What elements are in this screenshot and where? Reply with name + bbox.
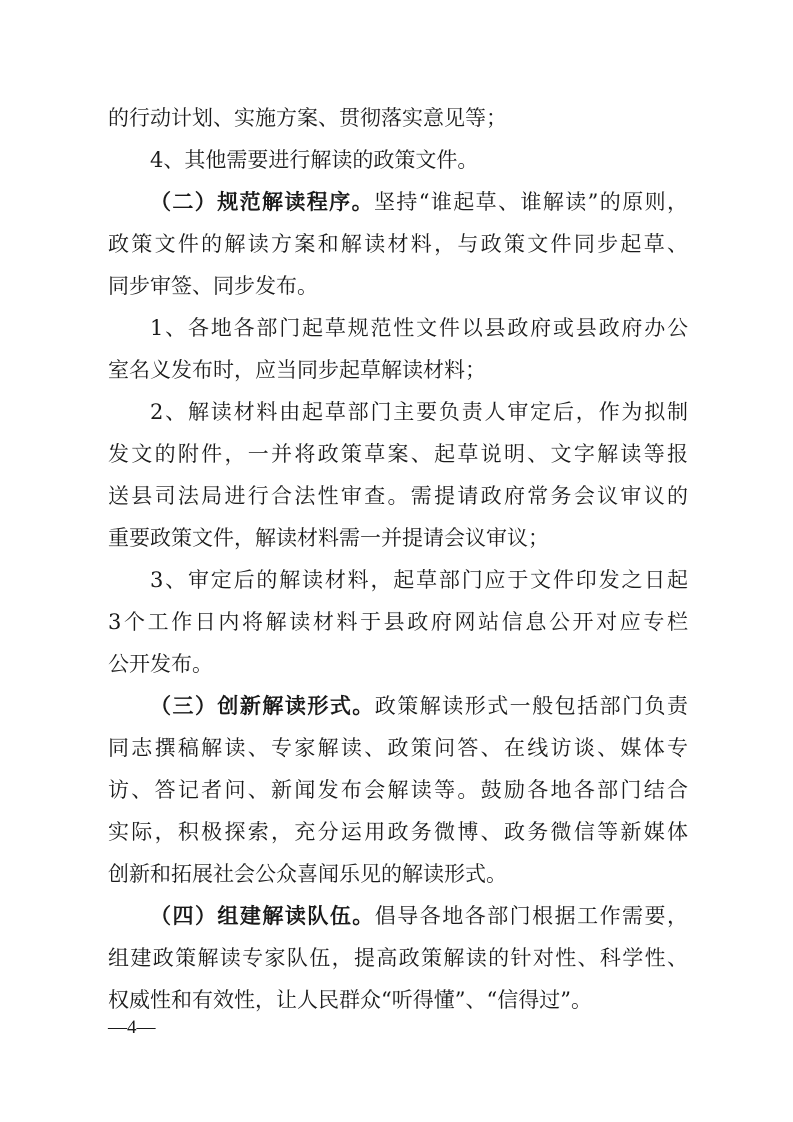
text-line-10: [108, 484, 688, 508]
text-line-20: [150, 904, 688, 928]
section-heading: （三）创新解读形式。: [150, 694, 375, 718]
section-heading: （四）组建解读队伍。: [150, 904, 375, 928]
text-line-16: [108, 736, 688, 760]
body-text: 坚持“谁起草、谁解读”的原则，: [373, 190, 688, 214]
text-line-1: [108, 106, 688, 130]
body-text: 权威性和有效性，让人民群众“听得懂”、“信得过”。: [108, 988, 592, 1012]
body-text: 创新和拓展社会公众喜闻乐见的解读形式。: [108, 862, 507, 886]
body-text: 同志撰稿解读、专家解读、政策问答、在线访谈、媒体专: [108, 736, 688, 760]
body-text: 实际，积极探索，充分运用政务微博、政务微信等新媒体: [108, 820, 688, 844]
text-line-18: [108, 820, 688, 844]
text-line-5: [108, 274, 688, 298]
text-line-14: [108, 652, 688, 676]
body-text: 同步审签、同步发布。: [108, 274, 318, 298]
body-text: 4、其他需要进行解读的政策文件。: [150, 148, 479, 172]
text-line-3: [150, 190, 688, 214]
text-line-21: [108, 946, 688, 970]
body-text: 送县司法局进行合法性审查。需提请政府常务会议审议的: [108, 484, 688, 508]
text-line-13: [108, 610, 688, 634]
text-line-2: [150, 148, 688, 172]
body-text: 重要政策文件，解读材料需一并提请会议审议；: [108, 526, 549, 550]
text-line-11: [108, 526, 688, 550]
body-text: 发文的附件，一并将政策草案、起草说明、文字解读等报: [108, 442, 688, 466]
body-text: 3、审定后的解读材料，起草部门应于文件印发之日起: [150, 568, 688, 592]
page-number: —4—: [108, 1017, 156, 1038]
body-text: 室名义发布时，应当同步起草解读材料；: [108, 358, 486, 382]
text-line-19: [108, 862, 688, 886]
body-text: 公开发布。: [108, 652, 213, 676]
section-heading: （二）规范解读程序。: [150, 190, 374, 214]
body-text: 1、各地各部门起草规范性文件以县政府或县政府办公: [150, 316, 688, 340]
text-line-6: [150, 316, 688, 340]
text-line-22: [108, 988, 688, 1012]
body-text: 2、解读材料由起草部门主要负责人审定后，作为拟制: [150, 400, 688, 424]
text-line-4: [108, 232, 688, 256]
body-text: 组建政策解读专家队伍，提高政策解读的针对性、科学性、: [108, 946, 688, 970]
body-text: 访、答记者问、新闻发布会解读等。鼓励各地各部门结合: [108, 778, 688, 802]
text-line-7: [108, 358, 688, 382]
body-text: 政策文件的解读方案和解读材料，与政策文件同步起草、: [108, 232, 688, 256]
text-line-12: [150, 568, 688, 592]
text-line-9: [108, 442, 688, 466]
body-text: 倡导各地各部门根据工作需要，: [374, 904, 688, 928]
text-line-17: [108, 778, 688, 802]
body-text: 的行动计划、实施方案、贯彻落实意见等；: [108, 106, 507, 130]
body-text: 3个工作日内将解读材料于县政府网站信息公开对应专栏: [108, 610, 688, 634]
text-line-15: [150, 694, 688, 718]
text-line-8: [150, 400, 688, 424]
body-text: 政策解读形式一般包括部门负责: [374, 694, 688, 718]
